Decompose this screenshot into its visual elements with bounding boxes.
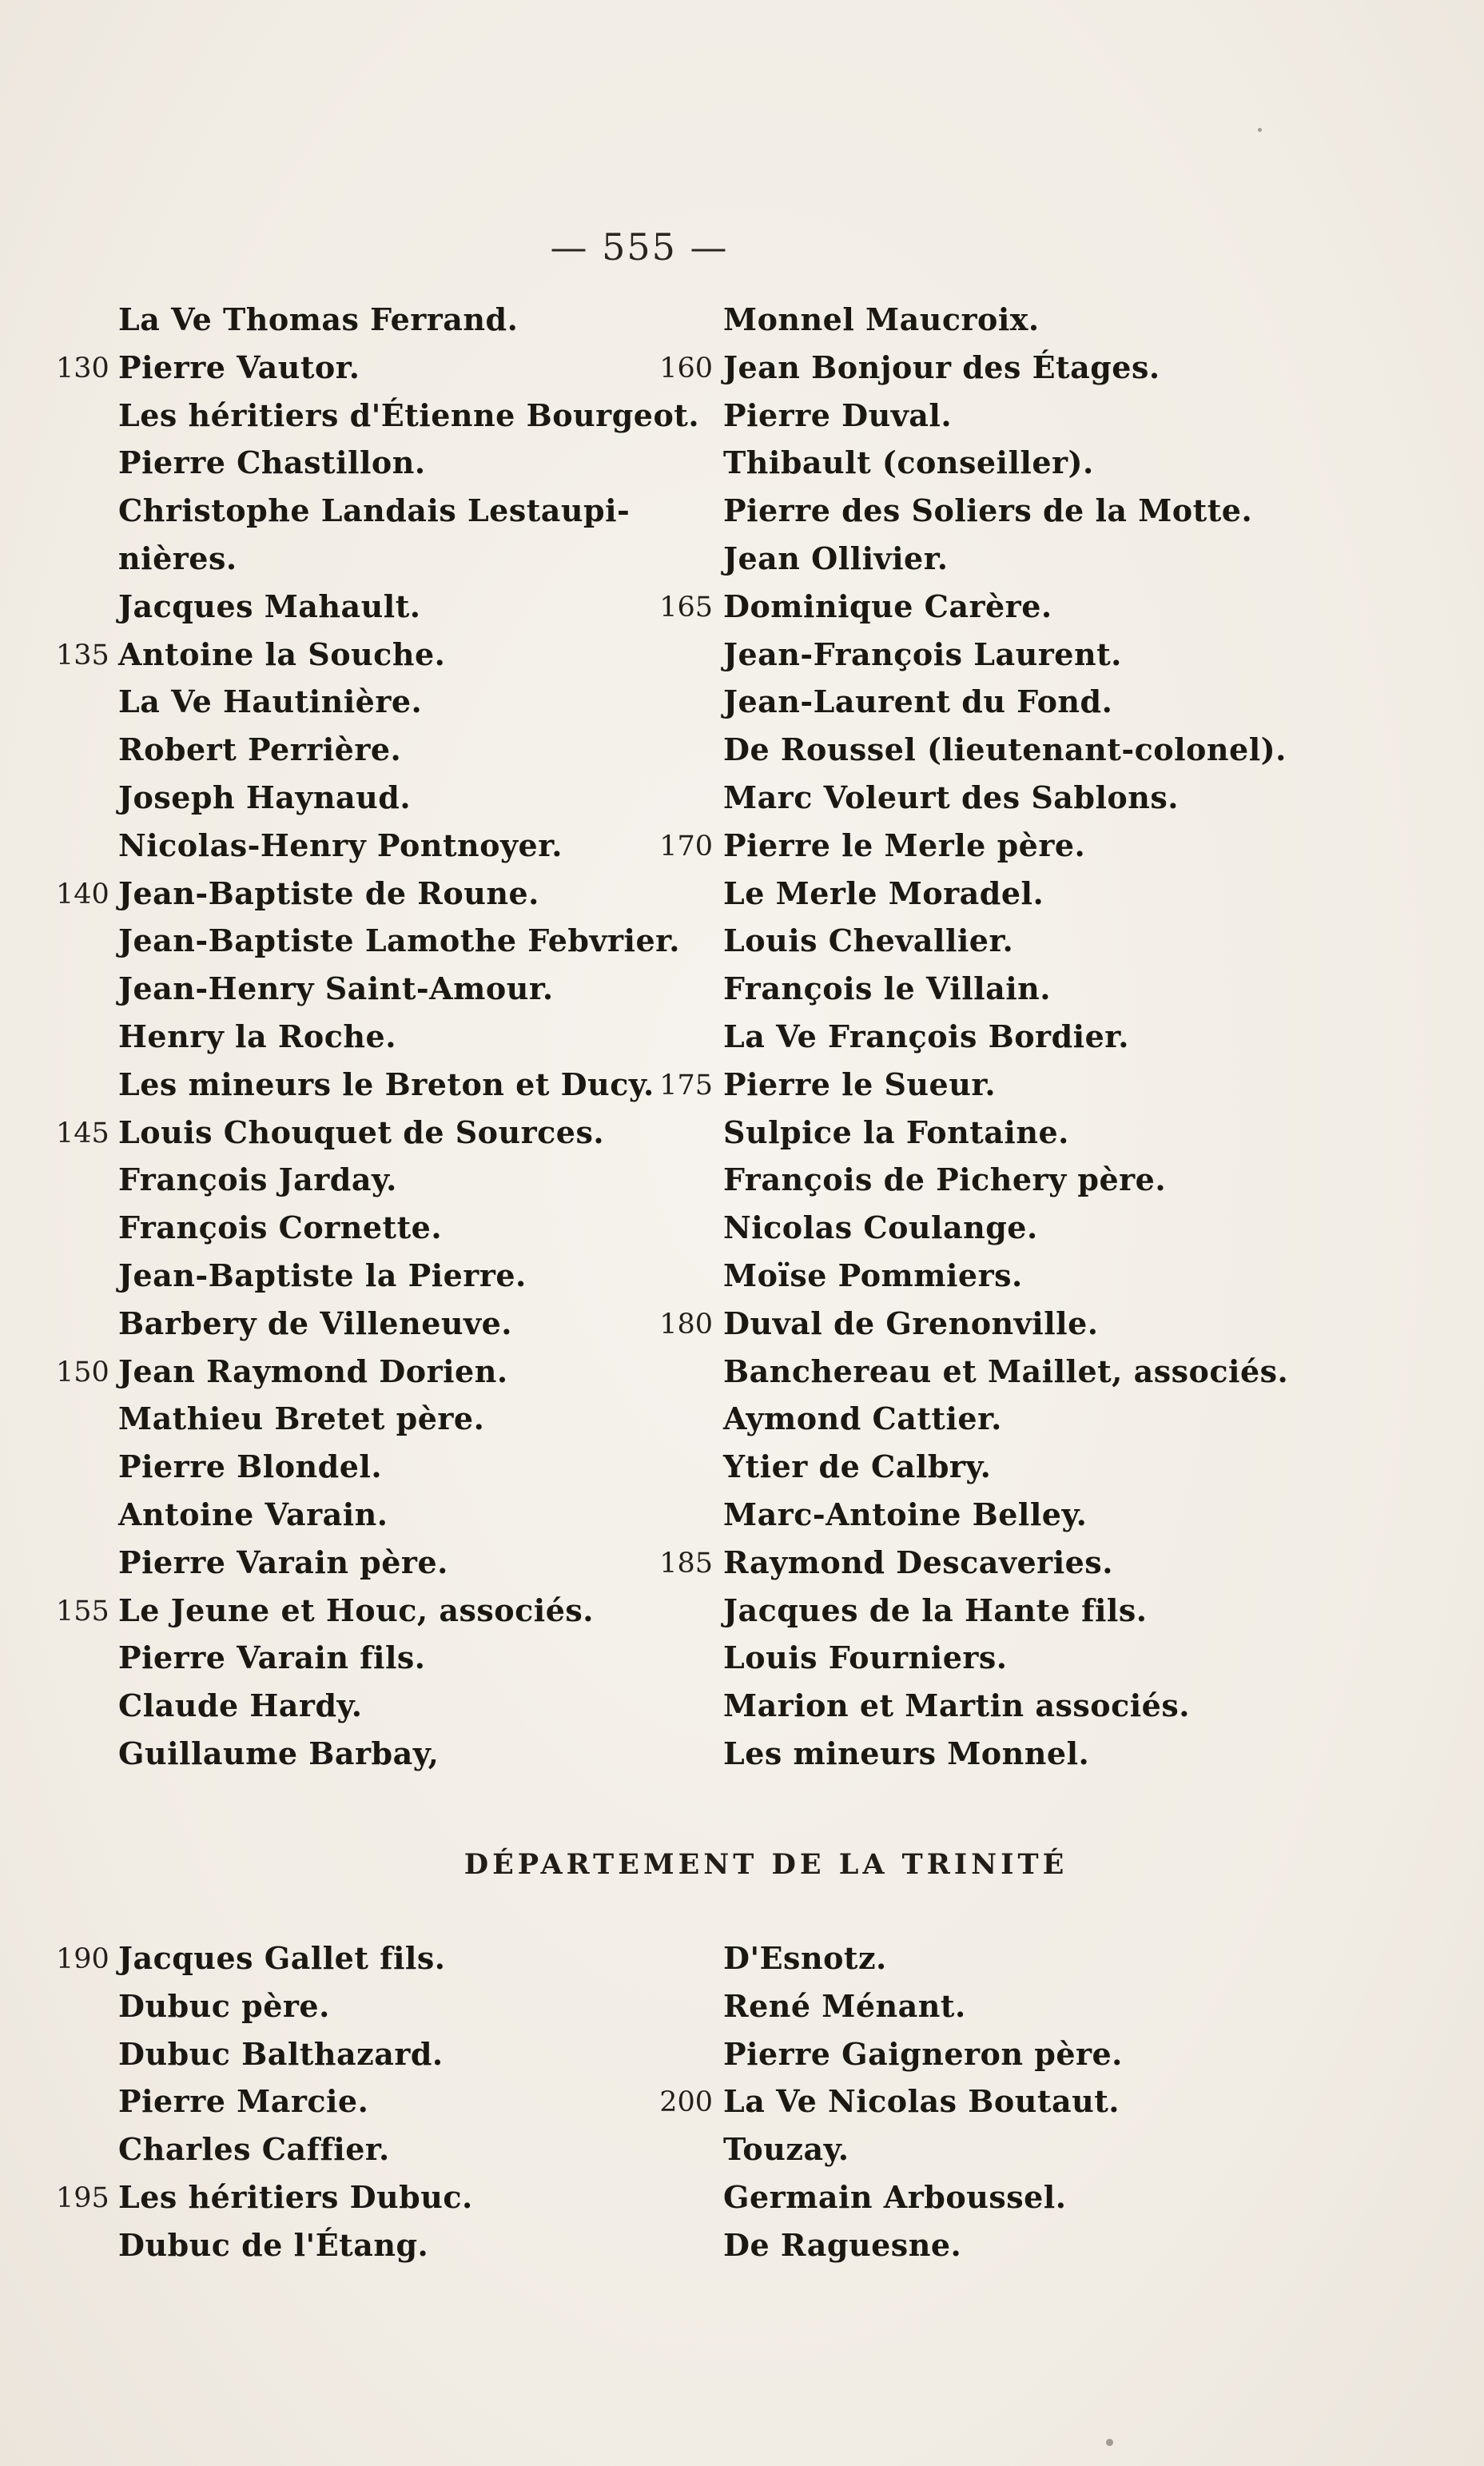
list-entry bbox=[56, 585, 663, 633]
list-entry bbox=[655, 1397, 1295, 1445]
entry-name: François le Villain. bbox=[723, 970, 1052, 1007]
entry-name: Duval de Grenonville. bbox=[723, 1305, 1099, 1341]
entry-name: Les héritiers d'Étienne Bourgeot. bbox=[118, 396, 700, 433]
entry-number: 155 bbox=[56, 1595, 109, 1627]
list-entry bbox=[655, 680, 1295, 728]
list-entry bbox=[655, 2033, 1295, 2081]
right-column bbox=[655, 298, 1295, 1780]
list-entry bbox=[655, 1063, 1295, 1111]
entry-name: Antoine Varain. bbox=[118, 1496, 388, 1532]
list-entry bbox=[655, 1684, 1295, 1732]
entry-name: Dubuc Balthazard. bbox=[118, 2035, 444, 2072]
entry-name: Pierre Marcie. bbox=[118, 2083, 369, 2120]
entry-number: 175 bbox=[659, 1069, 713, 1102]
entry-number: 170 bbox=[659, 830, 713, 863]
list-entry bbox=[56, 2176, 663, 2224]
section-left-column bbox=[56, 1937, 663, 2272]
list-entry bbox=[56, 2128, 663, 2176]
list-entry bbox=[655, 824, 1295, 872]
entry-name: Dubuc de l'Étang. bbox=[118, 2226, 429, 2263]
entry-number: 190 bbox=[56, 1943, 109, 1975]
list-entry bbox=[56, 1445, 663, 1493]
entry-name: La Ve Thomas Ferrand. bbox=[118, 301, 519, 337]
entry-name: De Raguesne. bbox=[723, 2226, 962, 2263]
entry-number: 150 bbox=[56, 1356, 109, 1388]
list-entry bbox=[655, 298, 1295, 346]
entry-name: Les mineurs Monnel. bbox=[723, 1735, 1090, 1771]
entry-name: Thibault (conseiller). bbox=[723, 444, 1094, 481]
entry-number: 135 bbox=[56, 639, 109, 671]
list-entry bbox=[655, 585, 1295, 633]
list-entry bbox=[655, 1493, 1295, 1541]
entry-name: Pierre le Sueur. bbox=[723, 1066, 997, 1102]
entry-number: 200 bbox=[659, 2086, 713, 2119]
entry-name: Raymond Descaveries. bbox=[723, 1544, 1113, 1580]
list-entry bbox=[655, 1015, 1295, 1063]
entry-name: Touzay. bbox=[723, 2131, 849, 2168]
entry-name: nières. bbox=[118, 540, 237, 576]
entry-name: Marc-Antoine Belley. bbox=[723, 1496, 1088, 1532]
list-entry bbox=[655, 441, 1295, 489]
entry-name: Jean Ollivier. bbox=[723, 540, 949, 576]
entry-name: Pierre des Soliers de la Motte. bbox=[723, 492, 1253, 529]
entry-name: Guillaume Barbay, bbox=[118, 1735, 440, 1771]
list-entry bbox=[655, 919, 1295, 967]
list-entry bbox=[655, 1206, 1295, 1254]
entry-name: François Jarday. bbox=[118, 1161, 397, 1198]
list-entry bbox=[56, 298, 663, 346]
entry-name: Christophe Landais Lestaupi- bbox=[118, 492, 631, 529]
list-entry bbox=[56, 680, 663, 728]
entry-number: 185 bbox=[659, 1547, 713, 1580]
entry-name: Jacques Gallet fils. bbox=[118, 1940, 446, 1976]
entry-name: Aymond Cattier. bbox=[723, 1400, 1002, 1437]
list-entry bbox=[655, 1254, 1295, 1302]
list-entry bbox=[56, 1063, 663, 1111]
entry-name: Pierre Varain fils. bbox=[118, 1639, 426, 1676]
entry-name: Jean-Baptiste Lamothe Febvrier. bbox=[118, 922, 680, 959]
list-entry bbox=[56, 1302, 663, 1350]
entry-name: La Ve François Bordier. bbox=[723, 1018, 1130, 1054]
list-entry bbox=[56, 2080, 663, 2128]
list-entry bbox=[56, 1493, 663, 1541]
list-entry bbox=[56, 489, 663, 537]
entry-number: 130 bbox=[56, 352, 109, 384]
list-entry bbox=[56, 1985, 663, 2033]
entry-name: Jean-Laurent du Fond. bbox=[723, 683, 1113, 720]
paper-speck bbox=[1106, 2439, 1113, 2446]
list-entry bbox=[655, 1985, 1295, 2033]
list-entry bbox=[56, 1254, 663, 1302]
list-entry bbox=[56, 1015, 663, 1063]
list-entry bbox=[56, 2224, 663, 2272]
entry-number: 180 bbox=[659, 1308, 713, 1341]
entry-name: François de Pichery père. bbox=[723, 1161, 1167, 1198]
entry-name: La Ve Hautinière. bbox=[118, 683, 423, 720]
entry-name: Marion et Martin associés. bbox=[723, 1687, 1190, 1724]
entry-name: D'Esnotz. bbox=[723, 1940, 887, 1976]
list-entry bbox=[655, 2128, 1295, 2176]
list-entry bbox=[56, 967, 663, 1015]
list-entry bbox=[56, 872, 663, 920]
list-entry bbox=[655, 489, 1295, 537]
list-entry bbox=[56, 1350, 663, 1398]
list-entry bbox=[56, 1589, 663, 1637]
entry-name: Le Jeune et Houc, associés. bbox=[118, 1592, 595, 1628]
entry-name: Jean Raymond Dorien. bbox=[118, 1353, 508, 1389]
entry-name: François Cornette. bbox=[118, 1209, 443, 1246]
entry-name: René Ménant. bbox=[723, 1987, 966, 2024]
entry-name: Robert Perrière. bbox=[118, 731, 402, 768]
entry-name: Pierre Vautor. bbox=[118, 349, 360, 385]
entry-name: Ytier de Calbry. bbox=[723, 1448, 992, 1485]
list-entry bbox=[56, 1158, 663, 1206]
list-entry bbox=[655, 1937, 1295, 1985]
entry-name: Louis Fourniers. bbox=[723, 1639, 1008, 1676]
list-entry bbox=[56, 633, 663, 681]
list-entry bbox=[655, 1732, 1295, 1780]
list-entry bbox=[56, 728, 663, 776]
entry-name: Charles Caffier. bbox=[118, 2131, 390, 2168]
entry-name: Pierre Blondel. bbox=[118, 1448, 383, 1485]
list-entry bbox=[56, 1397, 663, 1445]
list-entry bbox=[56, 919, 680, 967]
list-entry bbox=[655, 872, 1295, 920]
entry-name: Pierre Duval. bbox=[723, 396, 953, 433]
list-entry bbox=[56, 1937, 663, 1985]
entry-name: Dominique Carère. bbox=[723, 588, 1052, 624]
list-entry bbox=[655, 2080, 1295, 2128]
entry-name: Pierre Chastillon. bbox=[118, 444, 426, 481]
entry-number: 145 bbox=[56, 1117, 109, 1149]
entry-name: Claude Hardy. bbox=[118, 1687, 363, 1724]
entry-name: Nicolas Coulange. bbox=[723, 1209, 1038, 1246]
entry-name: Joseph Haynaud. bbox=[118, 779, 412, 815]
list-entry bbox=[655, 537, 1295, 585]
entry-name: Barbery de Villeneuve. bbox=[118, 1305, 513, 1341]
entry-name: Monnel Maucroix. bbox=[723, 301, 1040, 337]
list-entry bbox=[56, 441, 663, 489]
entry-name: Jean-Henry Saint-Amour. bbox=[118, 970, 554, 1007]
entry-name: Nicolas-Henry Pontnoyer. bbox=[118, 827, 563, 863]
list-entry bbox=[655, 1158, 1295, 1206]
entry-name: Moïse Pommiers. bbox=[723, 1257, 1023, 1293]
section-title: DÉPARTEMENT DE LA TRINITÉ bbox=[464, 1848, 1068, 1881]
list-entry bbox=[655, 2176, 1295, 2224]
list-entry bbox=[655, 346, 1295, 394]
entry-name: Marc Voleurt des Sablons. bbox=[723, 779, 1179, 815]
entry-name: Sulpice la Fontaine. bbox=[723, 1113, 1069, 1150]
list-entry bbox=[56, 1636, 663, 1684]
entry-name: Dubuc père. bbox=[118, 1987, 330, 2024]
list-entry bbox=[655, 1541, 1295, 1589]
entry-number: 160 bbox=[659, 352, 713, 384]
list-entry bbox=[56, 1732, 663, 1780]
entry-number: 165 bbox=[659, 591, 713, 623]
entry-name: Les mineurs le Breton et Ducy. bbox=[118, 1066, 654, 1102]
list-entry bbox=[655, 1636, 1295, 1684]
list-entry bbox=[56, 1684, 663, 1732]
section-right-column bbox=[655, 1937, 1295, 2272]
entry-name: Louis Chouquet de Sources. bbox=[118, 1113, 605, 1150]
list-entry bbox=[655, 1111, 1295, 1159]
entry-name: Pierre Gaigneron père. bbox=[723, 2035, 1123, 2072]
list-entry bbox=[655, 2224, 1295, 2272]
entry-name: Henry la Roche. bbox=[118, 1018, 396, 1054]
entry-name: Pierre Varain père. bbox=[118, 1544, 448, 1580]
entry-name: Jacques de la Hante fils. bbox=[723, 1592, 1148, 1628]
entry-name: Pierre le Merle père. bbox=[723, 827, 1086, 863]
list-entry bbox=[56, 346, 663, 394]
entry-name: Germain Arboussel. bbox=[723, 2178, 1067, 2215]
entry-name: Banchereau et Maillet, associés. bbox=[723, 1353, 1289, 1389]
list-entry bbox=[56, 1111, 663, 1159]
list-entry bbox=[655, 394, 1295, 442]
list-entry bbox=[56, 2033, 663, 2081]
entry-name: Antoine la Souche. bbox=[118, 635, 446, 672]
entry-name: Jacques Mahault. bbox=[118, 588, 421, 624]
entry-name: Louis Chevallier. bbox=[723, 922, 1014, 959]
entry-number: 195 bbox=[56, 2181, 109, 2214]
entry-number: 140 bbox=[56, 878, 109, 910]
entry-name: Les héritiers Dubuc. bbox=[118, 2178, 473, 2215]
list-entry bbox=[655, 967, 1295, 1015]
entry-name: La Ve Nicolas Boutaut. bbox=[723, 2083, 1120, 2120]
list-entry bbox=[655, 633, 1295, 681]
entry-name: De Roussel (lieutenant-colonel). bbox=[723, 731, 1287, 768]
list-entry bbox=[56, 1206, 663, 1254]
list-entry bbox=[56, 776, 663, 824]
list-entry bbox=[655, 1445, 1295, 1493]
list-entry bbox=[56, 824, 663, 872]
entry-name: Jean-François Laurent. bbox=[723, 635, 1122, 672]
list-entry bbox=[655, 776, 1295, 824]
list-entry bbox=[56, 1541, 663, 1589]
entry-name: Jean-Baptiste de Roune. bbox=[118, 874, 539, 911]
entry-name: Mathieu Bretet père. bbox=[118, 1400, 485, 1437]
entry-name: Le Merle Moradel. bbox=[723, 874, 1044, 911]
list-entry bbox=[655, 1589, 1295, 1637]
paper-speck bbox=[1258, 128, 1262, 132]
list-entry bbox=[655, 1350, 1295, 1398]
entry-name: Jean Bonjour des Étages. bbox=[723, 349, 1160, 385]
entry-name: Jean-Baptiste la Pierre. bbox=[118, 1257, 527, 1293]
list-entry bbox=[655, 728, 1295, 776]
list-entry bbox=[56, 537, 663, 585]
list-entry bbox=[56, 394, 700, 442]
page-number: — 555 — bbox=[550, 225, 729, 269]
list-entry bbox=[655, 1302, 1295, 1350]
